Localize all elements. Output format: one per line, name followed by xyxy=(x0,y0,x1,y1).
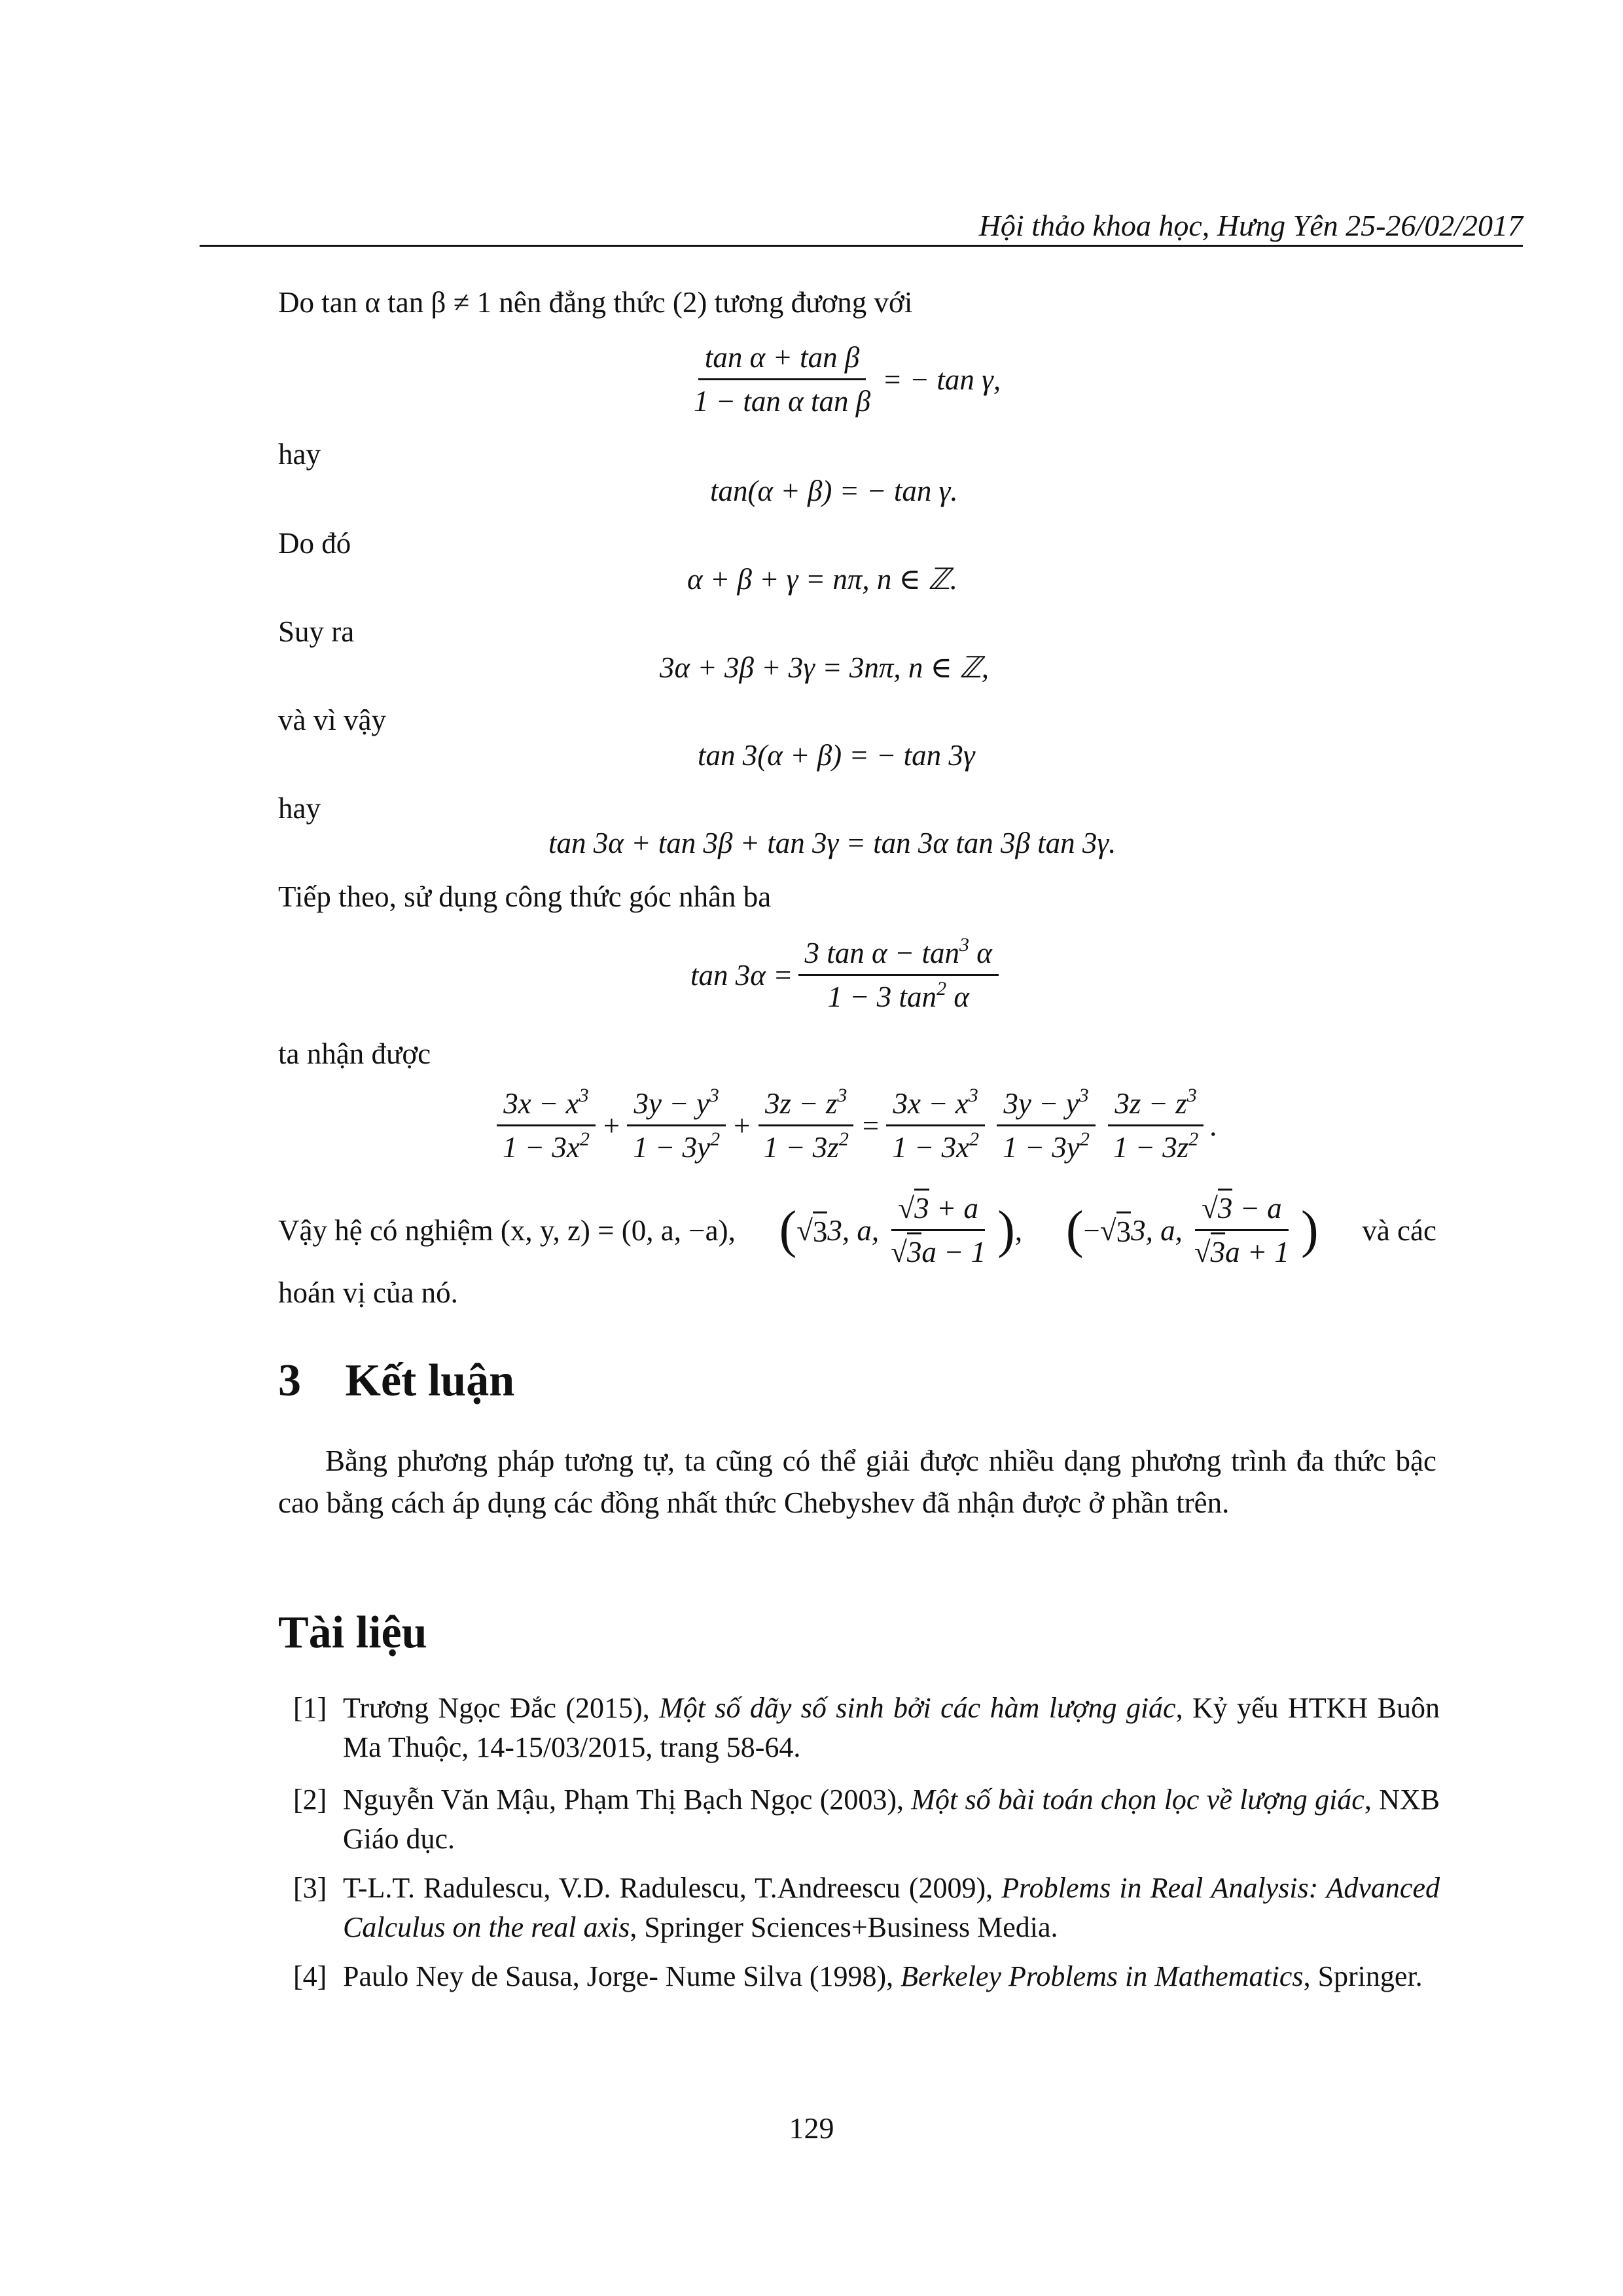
equation-2: tan(α + β) = − tan γ. xyxy=(710,475,958,507)
denominator: 1 − 3 $\tan^2 \alpha$ xyxy=(827,978,969,1013)
text-tiep-theo: Tiếp theo, sử dụng công thức góc nhân ba xyxy=(278,880,772,913)
text-hay-2: hay xyxy=(278,792,321,825)
reference-item: [2] Nguyễn Văn Mậu, Phạm Thị Bạch Ngọc (2003), Một số bài toán chọn lọc về lượng giác, NXB Giáo dục. xyxy=(293,1784,1440,1855)
fraction-y: $\frac{3y - y^3}{1 - 3y^2}$ xyxy=(626,1086,726,1164)
equation-8 xyxy=(491,1086,1218,1164)
denominator: 1 − tan α tan β xyxy=(694,385,871,418)
plus-sign: + xyxy=(732,1109,752,1142)
text-line-intro: Do tan α tan β ≠ 1 nên đẳng thức (2) tương đương với xyxy=(278,286,913,319)
solution-prefix: Vậy hệ có nghiệm (x, y, z) = (0, a, −a), xyxy=(278,1213,736,1247)
equals-sign: = xyxy=(860,1109,881,1142)
conclusion-line xyxy=(278,1191,1436,1269)
solution-suffix: và các xyxy=(1362,1213,1436,1247)
header-rule xyxy=(200,245,1523,247)
equation-1 xyxy=(682,340,1001,418)
reference-item: [3] T-L.T. Radulescu, V.D. Radulescu, T.Andreescu (2009), Problems in Real Analysis: Advanced Calculus on the real axis, Springer Sciences+Business Media. xyxy=(293,1872,1440,1943)
equation-lhs: tan 3α = xyxy=(690,958,793,992)
period: . xyxy=(1210,1109,1218,1142)
text-do-do: Do đó xyxy=(278,527,351,560)
text-suy-ra: Suy ra xyxy=(278,615,355,648)
equation-6: tan 3α + tan 3β + tan 3γ = tan 3α tan 3β tan 3γ. xyxy=(548,827,1116,859)
fraction-z: $\frac{3z - z^3}{1 - 3z^2}$ xyxy=(757,1086,855,1164)
numerator: 3 $\tan \alpha - \tan^3 \alpha$ xyxy=(798,936,999,976)
text-va-vi-vay: và vì vậy xyxy=(278,704,386,736)
running-header: Hội thảo khoa học, Hưng Yên 25-26/02/2017 xyxy=(978,209,1523,242)
plus-sign: + xyxy=(601,1109,622,1142)
fraction-z: $\frac{3z - z^3}{1 - 3z^2}$ xyxy=(1107,1086,1205,1164)
fraction-x: $\frac{3x - x^3}{1 - 3x^2}$ xyxy=(885,1086,986,1164)
equation-5: tan 3(α + β) = − tan 3γ xyxy=(698,739,975,772)
solution-2: ( √ 3 3, a, $\frac{√3 + a}{√3a - 1}$ ) , xyxy=(779,1191,1023,1269)
conclusion-line-2: hoán vị của nó. xyxy=(278,1276,458,1309)
section-number: 3 xyxy=(278,1355,301,1406)
numerator: tan α + tan β xyxy=(698,340,866,380)
fraction xyxy=(687,340,877,418)
fraction-y: $\frac{3y - y^3}{1 - 3y^2}$ xyxy=(996,1086,1096,1164)
equation-7 xyxy=(690,936,1004,1014)
references-heading: Tài liệu xyxy=(278,1607,427,1658)
equation-rhs: = − tan γ, xyxy=(882,363,1001,396)
equation-4: 3α + 3β + 3γ = 3nπ, n ∈ ℤ, xyxy=(660,651,989,684)
section-heading xyxy=(278,1355,514,1407)
fraction xyxy=(798,936,999,1014)
equation-3: α + β + γ = nπ, n ∈ ℤ. xyxy=(687,563,957,596)
section-title: Kết luận xyxy=(345,1355,515,1406)
solution-3: ( − √ 3 3, a, $\frac{√3 - a}{√3a + 1}$ ) xyxy=(1066,1191,1319,1269)
reference-item: [4] Paulo Ney de Sausa, Jorge- Nume Silva (1998), Berkeley Problems in Mathematics, Springer. xyxy=(293,1960,1423,1992)
text-ta-nhan-duoc: ta nhận được xyxy=(278,1037,431,1070)
page-number: 129 xyxy=(789,2111,834,2145)
fraction-x: $\frac{3x - x^3}{1 - 3x^2}$ xyxy=(496,1086,596,1164)
section-paragraph: Bằng phương pháp tương tự, ta cũng có thể giải được nhiều dạng phương trình đa thức bậc cao bằng cách áp dụng các đồng nhất thức Chebyshev đã nhận được ở phần trên. xyxy=(278,1444,1436,1519)
reference-item: [1] Trương Ngọc Đắc (2015), Một số dãy số sinh bởi các hàm lượng giác, Kỷ yếu HTKH Buôn Ma Thuộc, 14-15/03/2015, trang 58-64. xyxy=(293,1692,1440,1763)
text-hay-1: hay xyxy=(278,438,321,471)
